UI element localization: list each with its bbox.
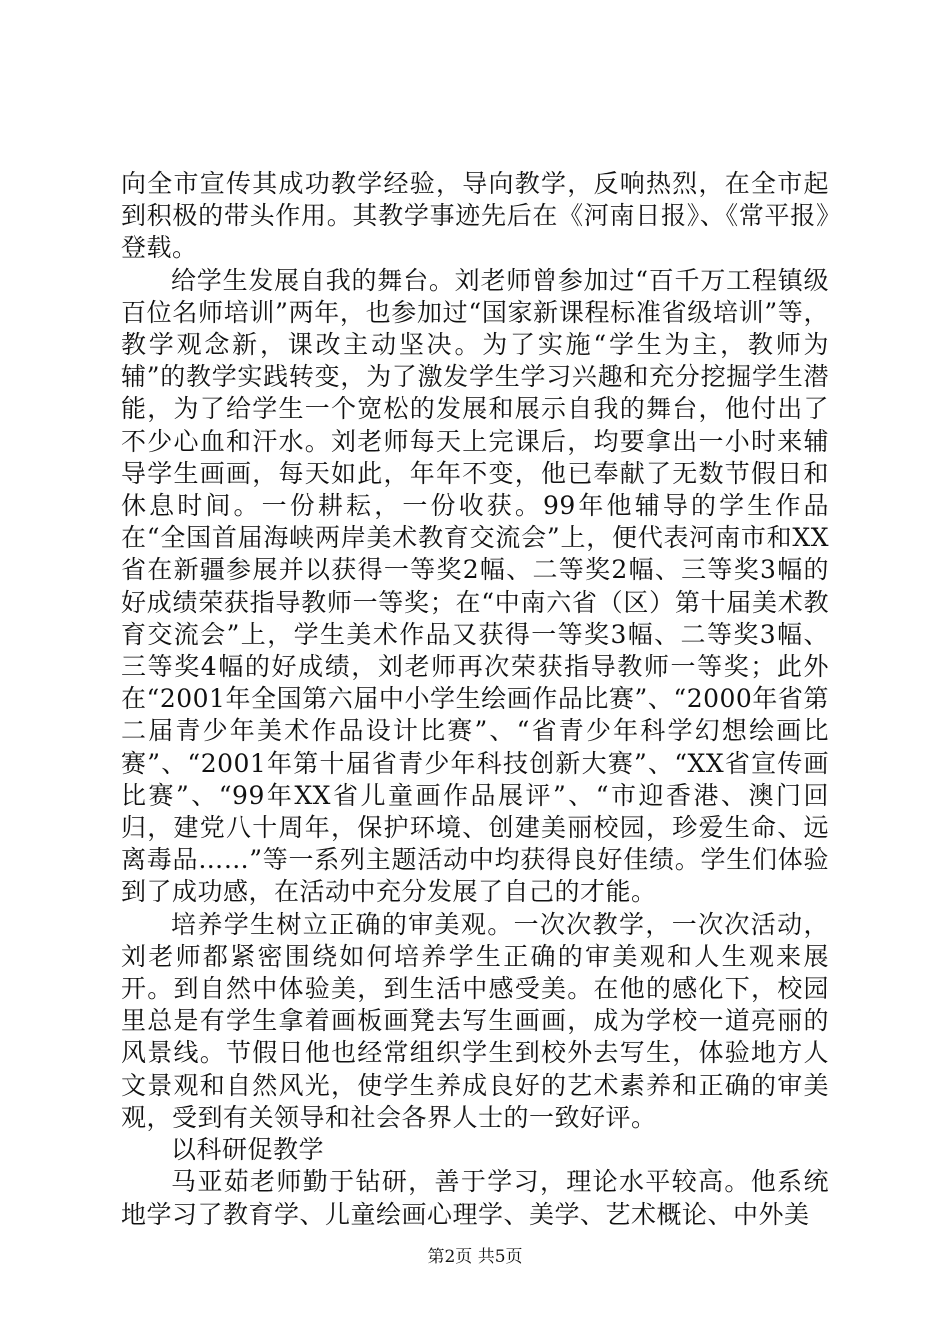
paragraph-stage: 给学生发展自我的舞台。刘老师曾参加过“百千万工程镇级百位名师培训”两年，也参加过“国家新课程标准省级培训”等，教学观念新，课改主动坚决。为了实施“学生为主，教师为辅”的教学实践转变，为了激发学生学习兴趣和充分挖掘学生潜能，为了给学生一个宽松的发展和展示自我的舞台，他付出了不少心血和汗水。刘老师每天上完课后，均要拿出一小时来辅导学生画画，每天如此，年年不变，他已奉献了无数节假日和休息时间。一份耕耘，一份收获。99年他辅导的学生作品在“全国首届海峡两岸美术教育交流会”上，便代表河南市和XX省在新疆参展并以获得一等奖2幅、二等奖2幅、三等奖3幅的好成绩荣获指导教师一等奖；在“中南六省（区）第十届美术教育交流会”上，学生美术作品又获得一等奖3幅、二等奖3幅、三等奖4幅的好成绩，刘老师再次荣获指导教师一等奖；此外在“2001年全国第六届中小学生绘画作品比赛”、“2000年省第二届青少年美术作品设计比赛”、“省青少年科学幻想绘画比赛”、“2001年第十届省青少年科技创新大赛”、“XX省宣传画比赛”、“99年XX省儿童画作品展评”、“市迎香港、澳门回归，建党八十周年，保护环境、创建美丽校园，珍爱生命、远离毒品……”等一系列主题活动中均获得良好佳绩。学生们体验到了成功感，在活动中充分发展了自己的才能。 bbox=[121, 265, 829, 907]
paragraph-aesthetics: 培养学生树立正确的审美观。一次次教学，一次次活动，刘老师都紧密围绕如何培养学生正确的审美观和人生观来展开。到自然中体验美，到生活中感受美。在他的感化下，校园里总是有学生拿着画板画凳去写生画画，成为学校一道亮丽的风景线。节假日他也经常组织学生到校外去写生，体验地方人文景观和自然风光，使学生养成良好的艺术素养和正确的审美观，受到有关领导和社会各界人士的一致好评。 bbox=[121, 909, 829, 1132]
paragraph-research: 马亚茹老师勤于钻研，善于学习，理论水平较高。他系统地学习了教育学、儿童绘画心理学、美学、艺术概论、中外美 bbox=[121, 1167, 829, 1229]
page-number-footer: 第2页 共5页 bbox=[427, 1247, 523, 1267]
paragraph-continuation: 向全市宣传其成功教学经验，导向教学，反响热烈，在全市起到积极的带头作用。其教学事迹先后在《河南日报》、《常平报》登载。 bbox=[121, 169, 829, 263]
section-heading: 以科研促教学 bbox=[171, 1135, 325, 1165]
document-body bbox=[121, 168, 829, 1231]
